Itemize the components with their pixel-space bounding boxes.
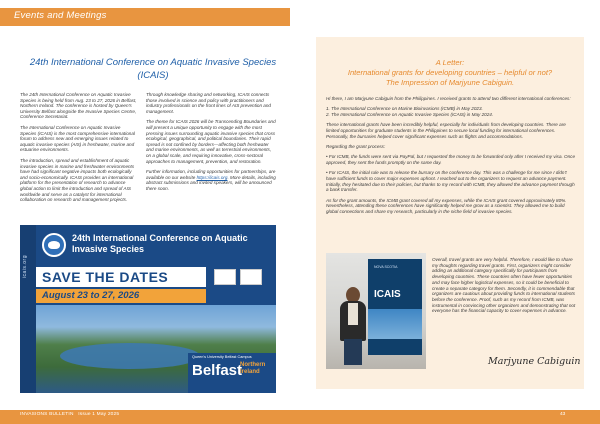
paragraph: The International Conference on Aquatic Invasive Species (ICAIS) is the most comprehensive international forum to address new and emerging issues related to aquatic invasive species (AIS) in freshwater, marine and estuarine environments. (20, 124, 135, 153)
paragraph: The theme for ICAIS 2026 will be Transcending Boundaries and will present a unique opportunity to engage with the most pressing issues surrounding aquatic invasive species that cross ecological, geographical, and political boundaries. Their rapid spread is not confined by borders—affecting both freshwater and marine environments, as well as terrestrial environments, on a global scale, and requiring innovative, cross-sectoral approaches to management, prevention, and restoration. (146, 119, 276, 164)
invasive-species-centre-logo-icon (240, 269, 262, 285)
paragraph: Through knowledge sharing and networking, ICAIS connects those involved in science and policy with practitioners and industry professionals on the front lines of AIS prevention and management. (146, 92, 271, 114)
paragraph: The introduction, spread and establishment of aquatic invasive species in marine and freshwater environments have had significant negative impacts both ecologically and socio-economically. ICAIS provides an international platform for the presentation of research to advance global action to limit the introduction and spread of AIS worldwide and serve as a catalyst for international collaboration on research and management projects. (20, 157, 135, 203)
paragraph: The 24th International Conference on Aquatic Invasive Species is being held from Aug. 23 to 27, 2026 in Belfast, Northern Ireland. The conference is hosted by Queen's University Belfast alongside the Invasive Species Centre, Conference Secretariat. (20, 92, 137, 120)
banner-side-strip (20, 225, 36, 393)
save-dates-text: SAVE THE DATES (42, 269, 169, 285)
article-column-middle (146, 92, 276, 197)
stand-label: ICAIS (374, 289, 401, 300)
banner-website: icais.org (22, 255, 28, 279)
conference-banner (20, 225, 276, 393)
icais-logo-icon (42, 233, 66, 257)
further-info-text-end: . More details, including abstract submissions and invited speakers, will be announced there soon. (146, 174, 276, 191)
banner-heading: 24th International Conference on Aquatic Invasive Species (72, 233, 248, 254)
conference-stand (368, 259, 422, 355)
article-column-left (20, 92, 138, 208)
stand-text: NOVA SCOTIA (374, 265, 398, 269)
lake-image (60, 343, 200, 369)
person-shirt (348, 303, 358, 325)
author-photo (326, 253, 426, 369)
paragraph-further-info (146, 169, 276, 191)
person-legs (344, 339, 362, 365)
footer-publication: INVASIONS BULLETIN Issue 1 May 2025 (20, 412, 120, 417)
paragraph: Hi there, I am Marjyune Cabiguin from the Philippines. I received grants to attend two different international conferences: (326, 96, 571, 101)
queens-university-logo-icon (214, 269, 236, 285)
region-name: Northern Ireland (240, 362, 266, 375)
letter-continued: Overall, travel grants are very helpful. Therefore, I would like to share my thoughts regarding travel grants. First, organizers might consider adding an additional category specifically for participants from developing countries. These countries often have fewer opportunities and may face higher logistical expenses, so it could be beneficial to create a separate category for them. Secondly, it is commendable that organizers are cautious about providing funds to international students before the conference. Proof, such as my record from ICMB, was instrumental in convincing other organizers and demonstrating that not everyone has the financial capacity to cover expenses in advance. (432, 257, 576, 314)
website-link[interactable]: https://icais.org (196, 174, 228, 180)
conference-list: 1. The International Conference on Marine Bioinvasions (ICMB) in May 2023. 2. The International Conference on Aquatic Invasive Species (ICAIS) in May 2024. (326, 106, 494, 117)
dates-text: August 23 to 27, 2026 (42, 290, 140, 301)
section-title: Events and Meetings (14, 10, 107, 21)
paragraph: • For ICMB, the funds were sent via PayPal, but I requested the money to be forwarded only after I received my visa. Once approved, they sent the funds promptly on the same day. (326, 154, 576, 165)
further-info-text: Further information, including opportunities for partnerships, are available on our website (146, 169, 276, 180)
host-campus: Queen's University Belfast Campus (192, 355, 252, 359)
article-title: 24th International Conference on Aquatic Invasive Species (ICAIS) (29, 57, 277, 81)
letter-body (326, 96, 576, 219)
paragraph: As for the grant amounts, the ICMB grant covered all my expenses, while the ICAIS grant covered approximately 80%. Nevertheless, attending these conferences have significantly helped me grow as a scientist. They allowed me to build global connections and share my research, particularly in the niche field of invasive species. (326, 197, 567, 215)
signature: Marjyune Cabiguin (488, 356, 581, 367)
city-name: Belfast (192, 362, 243, 379)
paragraph: Regarding the grant process: (326, 144, 386, 149)
paragraph: • For ICAIS, the initial rule was to release the bursary on the conference day. This was a challenge for me since I didn't have sufficient funds to cover major expenses upfront. I reached out to the organizers to request an advance payment. Initially, they hesitated due to their policies, but thanks to my record with ICMB, they allowed the advance payment through a bank transfer. (326, 170, 575, 193)
paragraph: These international grants have been incredibly helpful, especially for individuals from developing countries. There are limited opportunities for graduate students in the Philippines to secure local funding for international conferences. Personally, the bursaries helped cover significant expenses such as flights and accommodations. (326, 122, 566, 139)
stand-wave (368, 309, 422, 339)
letter-heading: A Letter: International grants for developing countries – helpful or not? The Impression of Marjyune Cabiguin. (347, 58, 553, 87)
page-number: 43 (560, 412, 566, 417)
